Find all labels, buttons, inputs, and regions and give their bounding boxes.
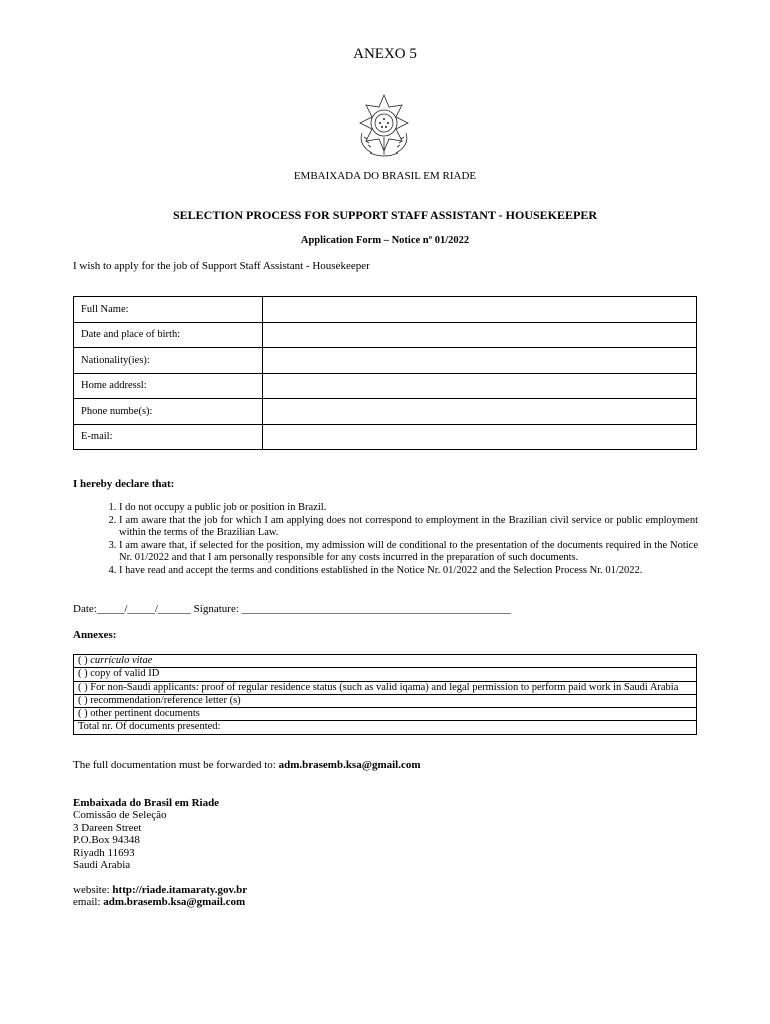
process-title: SELECTION PROCESS FOR SUPPORT STAFF ASSISTANT - HOUSEKEEPER — [172, 208, 597, 222]
birth-date-place-field[interactable] — [263, 322, 697, 348]
annex-total[interactable] — [74, 721, 697, 734]
address-line: Riyadh 11693 — [73, 846, 135, 859]
declaration-item: 1. I do not occupy a public job or position in Brazil. — [119, 502, 698, 515]
annex-label: Total nr. Of documents presented: — [78, 721, 221, 733]
annex-label: recommendation/reference letter (s) — [90, 694, 241, 706]
annex-item[interactable] — [74, 694, 697, 707]
annex-label: For non-Saudi applicants: proof of regular residence status (such as valid iqama) and legal permission to perform paid work in Saudi Arabia — [90, 681, 679, 693]
table-row — [74, 399, 697, 425]
checkbox-marker: ( ) — [78, 668, 91, 680]
field-label: Home addressl: — [74, 373, 263, 399]
forward-text: The full documentation must be forwarded to: — [73, 759, 279, 771]
checkbox-marker: ( ) — [78, 681, 91, 693]
field-label: Date and place of birth: — [74, 322, 263, 348]
annex-item[interactable] — [74, 681, 697, 694]
annexes-heading: Annexes: — [73, 629, 117, 641]
forward-instructions — [73, 759, 421, 771]
phone-number-field[interactable] — [263, 399, 697, 425]
contact-links — [73, 884, 247, 909]
annex-item[interactable] — [74, 668, 697, 681]
checkbox-marker: ( ) — [78, 655, 91, 666]
address-name: Embaixada do Brasil em Riade — [73, 797, 220, 809]
table-row — [74, 694, 697, 707]
field-label: Phone numbe(s): — [74, 399, 263, 425]
application-form-subtitle: Application Form – Notice nº 01/2022 — [300, 235, 470, 246]
annex-title: ANEXO 5 — [353, 46, 417, 62]
email-line — [73, 896, 247, 908]
declaration-item: 2. I am aware that the job for which I am applying does not correspond to employment in the Brazilian civil service or public employment within the terms of the Brazilian Law. — [119, 515, 698, 540]
address-line: Comissão de Seleção — [73, 809, 167, 822]
table-row — [74, 424, 697, 450]
website-link[interactable]: http://riade.itamaraty.gov.br — [112, 884, 248, 896]
applicant-info-table — [73, 296, 697, 450]
table-row — [74, 373, 697, 399]
table-row — [74, 655, 697, 668]
annex-label: currículo vitae — [90, 655, 153, 666]
coat-of-arms-seal-icon — [352, 93, 416, 159]
address-line: P.O.Box 94348 — [73, 834, 140, 847]
email-label: email: — [73, 896, 104, 909]
annex-label: copy of valid ID — [90, 668, 160, 680]
address-line: 3 Dareen Street — [73, 821, 142, 834]
annexes-table — [73, 654, 697, 735]
table-row — [74, 681, 697, 694]
annex-item[interactable] — [74, 708, 697, 721]
email-link[interactable]: adm.brasemb.ksa@gmail.com — [103, 896, 246, 909]
full-name-field[interactable] — [263, 297, 697, 323]
nationality-field[interactable] — [263, 348, 697, 374]
declaration-list — [73, 502, 698, 578]
field-label: Nationality(ies): — [74, 348, 263, 374]
date-signature-line[interactable]: Date:_____/_____/______ Signature: _________________________________________________ — [73, 603, 512, 615]
table-row — [74, 721, 697, 734]
declaration-item: 3. I am aware that, if selected for the position, my admission will de conditional to the presentation of the documents required in the Notice Nr. 01/2022 and that I am personally responsible for any costs incurred in the preparation of such documents. — [119, 540, 698, 565]
embassy-address — [73, 797, 219, 871]
field-label: Full Name: — [74, 297, 263, 323]
intro-text: I wish to apply for the job of Support Staff Assistant - Housekeeper — [73, 260, 370, 272]
table-row — [74, 708, 697, 721]
table-row — [74, 322, 697, 348]
home-address-field[interactable] — [263, 373, 697, 399]
annex-label: other pertinent documents — [90, 708, 200, 720]
email-field[interactable] — [263, 424, 697, 450]
website-line — [73, 884, 247, 896]
website-label: website: — [73, 884, 113, 896]
checkbox-marker: ( ) — [78, 708, 91, 720]
table-row — [74, 297, 697, 323]
declaration-heading: I hereby declare that: — [73, 478, 175, 490]
forward-email-link[interactable]: adm.brasemb.ksa@gmail.com — [278, 759, 421, 771]
annex-item[interactable] — [74, 655, 697, 668]
field-label: E-mail: — [74, 424, 263, 450]
checkbox-marker: ( ) — [78, 694, 91, 706]
embassy-header: EMBAIXADA DO BRASIL EM RIADE — [293, 170, 477, 182]
declaration-item: 4. I have read and accept the terms and conditions established in the Notice Nr. 01/2022 and the Selection Process Nr. 01/2022. — [119, 565, 698, 578]
address-line: Saudi Arabia — [73, 859, 131, 872]
table-row — [74, 668, 697, 681]
table-row — [74, 348, 697, 374]
